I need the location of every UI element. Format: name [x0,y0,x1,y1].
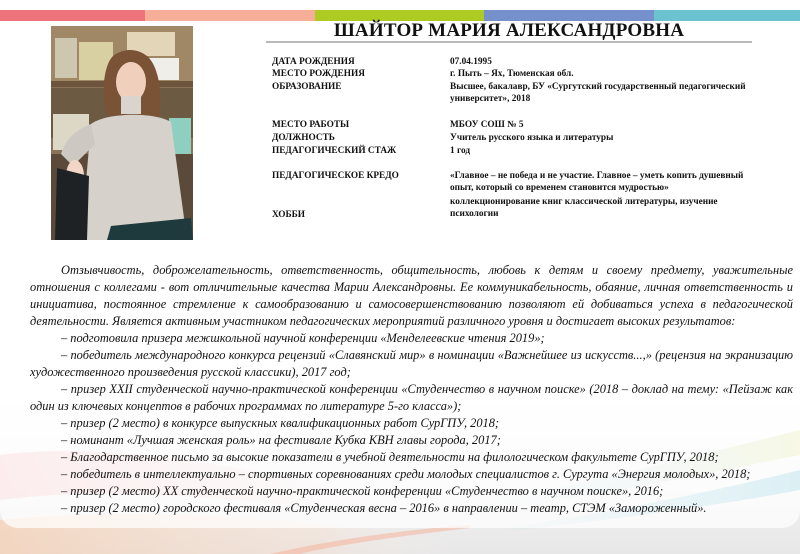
portrait-image [51,26,193,240]
achievement-item: – призер (2 место) в конкурсе выпускных квалификационных работ СурГПУ, 2018; [61,416,500,430]
credo-label: ПЕДАГОГИЧЕСКОЕ КРЕДО [272,171,399,181]
workplace-label: МЕСТО РАБОТЫ [272,120,350,130]
hobby-label: ХОББИ [272,210,305,220]
birth-date-label: ДАТА РОЖДЕНИЯ [272,57,355,67]
description-section [30,262,793,517]
credo-value: «Главное – не победа и не участие. Главное – уметь копить душевный опыт, который со временем становится мудростью» [450,171,744,193]
position-value: Учитель русского языка и литературы [450,133,614,143]
achievement-item: – номинант «Лучшая женская роль» на фестивале Кубка КВН главы города, 2017; [61,433,501,447]
achievement-item: – призер (2 место) городского фестиваля «Студенческая весна – 2016» в направлении – театр, СТЭМ «Замороженный». [61,501,707,515]
name-divider [266,41,752,43]
person-name: ШАЙТОР МАРИЯ АЛЕКСАНДРОВНА [333,20,685,41]
hobby-value: коллекционирование книг классической литературы, изучение психологии [450,197,718,219]
achievements-list [30,330,793,517]
birth-place-label: МЕСТО РОЖДЕНИЯ [272,69,365,79]
position-label: ДОЛЖНОСТЬ [272,133,335,143]
education-label: ОБРАЗОВАНИЕ [272,82,342,92]
achievement-item: – призер (2 место) XX студенческой научно-практической конференции «Студенчество в научном поиске», 2016; [61,484,664,498]
experience-value: 1 год [450,146,471,156]
education-value: Высшее, бакалавр, БУ «Сургутский государственный педагогический университет», 2018 [450,82,746,104]
profile-photo [51,26,193,240]
achievement-item: – победитель в интеллектуально – спортивных соревнованиях среди молодых специалистов г. Сургута «Энергия молодых», 2018; [61,467,751,481]
color-bar-segment-pink [0,10,145,21]
workplace-value: МБОУ СОШ № 5 [450,120,524,130]
experience-label: ПЕДАГОГИЧЕСКИЙ СТАЖ [272,146,397,156]
birth-date-value: 07.04.1995 [450,57,492,67]
birth-place-value: г. Пыть – Ях, Тюменская обл. [450,69,574,79]
description-intro: Отзывчивость, доброжелательность, ответственность, общительность, любовь к детям и своему предмету, уважительные отношения с коллегами - вот отличительные качества Марии Александровны. Ее коммуникабельность, обаяние, личная ответственность и инициатива, постоянное стремление к самообразованию и самосовершенствованию позволяют ей добиваться успеха в педагогической деятельности. Является активным участником педагогических мероприятий различного уровня и достигает высоких результатов: [30,263,793,328]
achievement-item: – призер XXII студенческой научно-практической конференции «Студенчество в научном поиске» (2018 – доклад на тему: «Пейзаж как один из ключевых концептов в рабочих программах по литературе 5-го класса»); [30,382,793,413]
achievement-item: – победитель международного конкурса рецензий «Славянский мир» в номинации «Важнейшее из искусств...,» (рецензия на экранизацию художественного произведения русской классики), 2017 год; [30,348,793,379]
achievement-item: – подготовила призера межшкольной научной конференции «Менделеевские чтения 2019»; [61,331,545,345]
achievement-item: – Благодарственное письмо за высокие показатели в учебной деятельности на филологическом факультете СурГПУ, 2018; [61,450,719,464]
